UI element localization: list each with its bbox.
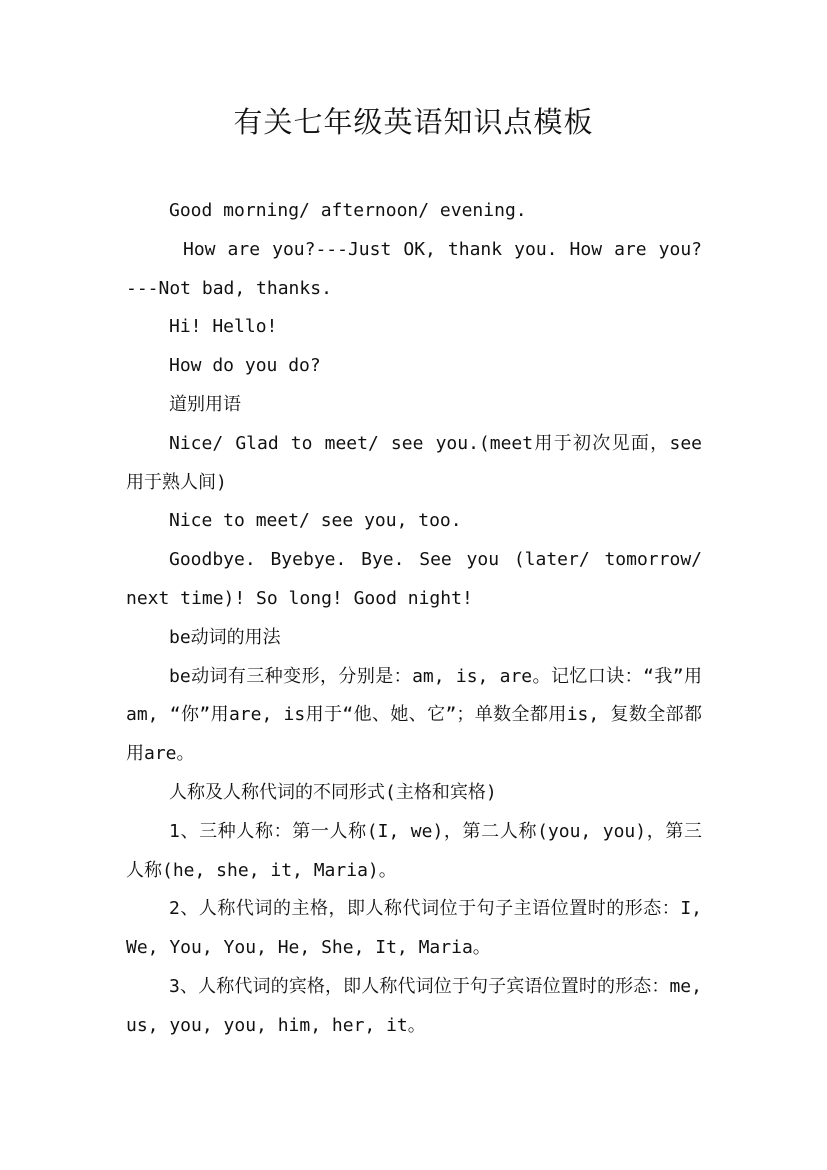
- paragraph-hi-hello: Hi! Hello!: [169, 316, 278, 338]
- paragraph-how-are-you: How are you?---Just OK, thank you. How are you?---Not bad, thanks.: [126, 238, 702, 299]
- paragraph-nice-glad: Nice/ Glad to meet/ see you.(meet用于初次见面，see用于熟人间): [126, 432, 702, 493]
- section-heading-pronouns: 人称及人称代词的不同形式(主格和宾格): [169, 781, 497, 803]
- paragraph-how-do-you-do: How do you do?: [169, 355, 321, 377]
- section-heading-farewell: 道别用语: [169, 393, 241, 415]
- paragraph-greeting-times: Good morning/ afternoon/ evening.: [169, 200, 527, 221]
- paragraph-object-pronouns: 3、人称代词的宾格，即人称代词位于句子宾语位置时的形态：me, us, you, you, him, her, it。: [126, 975, 702, 1036]
- section-heading-be-verb: be动词的用法: [169, 626, 281, 648]
- document-title: 有关七年级英语知识点模板: [233, 105, 594, 139]
- paragraph-subject-pronouns: 2、人称代词的主格，即人称代词位于句子主语位置时的形态：I, We, You, You, He, She, It, Maria。: [126, 898, 702, 959]
- paragraph-be-verb-forms: be动词有三种变形，分别是：am, is, are。记忆口诀：“我”用am, “你”用are, is用于“他、她、它”；单数全都用is, 复数全部都用are。: [126, 665, 702, 765]
- document-body: [126, 192, 702, 1046]
- paragraph-nice-to-meet-too: Nice to meet/ see you, too.: [169, 510, 462, 532]
- paragraph-three-persons: 1、三种人称：第一人称(I, we)，第二人称(you, you)，第三人称(he, she, it, Maria)。: [126, 820, 702, 881]
- paragraph-goodbye: Goodbye. Byebye. Bye. See you (later/ tomorrow/ next time)! So long! Good night!: [126, 549, 702, 609]
